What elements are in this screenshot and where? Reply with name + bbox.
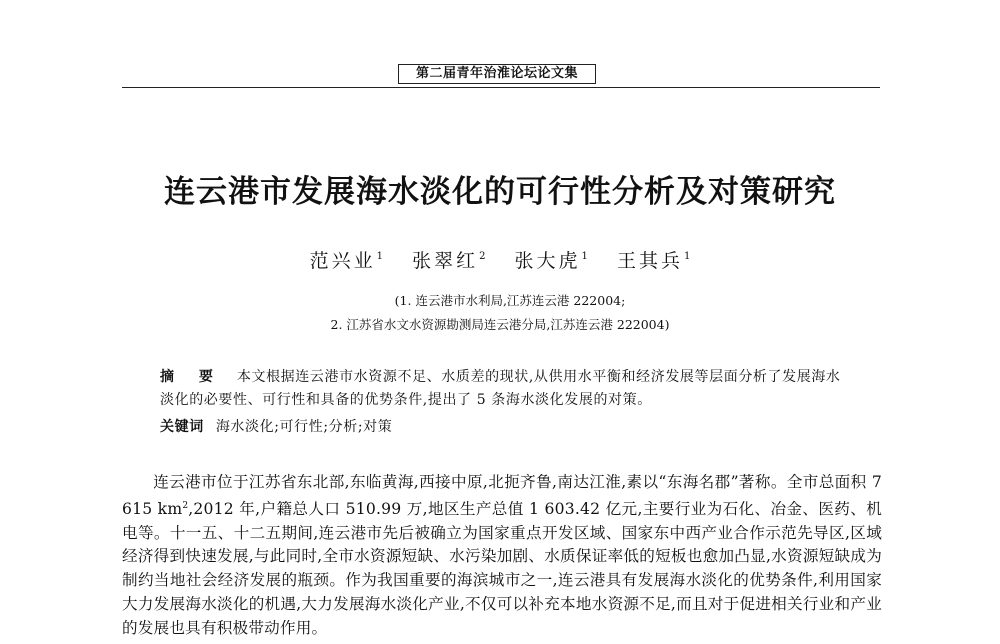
header-rule	[122, 87, 880, 88]
affiliation: 2. 江苏省水文水资源勘测局连云港分局,江苏连云港 222004)	[330, 317, 670, 332]
keywords-text: 海水淡化;可行性;分析;对策	[215, 419, 393, 435]
author: 张大虎$^1$	[514, 250, 588, 272]
author: 张翠红$^2$	[412, 250, 486, 272]
author: 范兴业$^1$	[309, 250, 384, 272]
body-text	[122, 471, 882, 641]
keywords	[160, 416, 850, 439]
body-paragraph: 连云港市位于江苏省东北部,东临黄海,西接中原,北扼齐鲁,南达江淮,素以“东海名郡”著称。全市总面积 7 615 $km^2,2012$ 年,户籍总人口 510.99 万,地区生产总值 1 603.42 亿元,主要行业为石化、冶金、医药、机电等。十一五、十二五期间,连云港市先后被确立为国家重点开发区域、国家东中西产业合作示范先导区,区域经济得到快速发展,与此同时,全市水资源短缺、水污染加剧、水质保证率低的短板也愈加凸显,水资源短缺成为制约当地社会经济发展的瓶颈。作为我国重要的海滨城市之一,连云港具有发展海水淡化的优势条件,利用国家大力发展海水淡化的机遇,大力发展海水淡化产业,不仅可以补充本地水资源不足,而且对于促进相关行业和产业的发展也具有积极带动作用。	[122, 473, 883, 637]
author: 王其兵$^1$	[616, 250, 691, 272]
abstract-label: 摘 要	[160, 369, 223, 385]
journal-header: 第二届青年治淮论坛论文集	[398, 64, 596, 84]
keywords-label: 关键词	[160, 419, 204, 435]
author-list	[0, 246, 1000, 273]
abstract-text: 本文根据连云港市水资源不足、水质差的现状,从供用水平衡和经济发展等层面分析了发展海水淡化的必要性、可行性和具备的优势条件,提出了 5 条海水淡化发展的对策。	[160, 369, 841, 408]
paper-title: 连云港市发展海水淡化的可行性分析及对策研究	[164, 174, 836, 210]
abstract	[160, 366, 850, 412]
affiliation: (1. 连云港市水利局,江苏连云港 222004;	[394, 293, 626, 308]
